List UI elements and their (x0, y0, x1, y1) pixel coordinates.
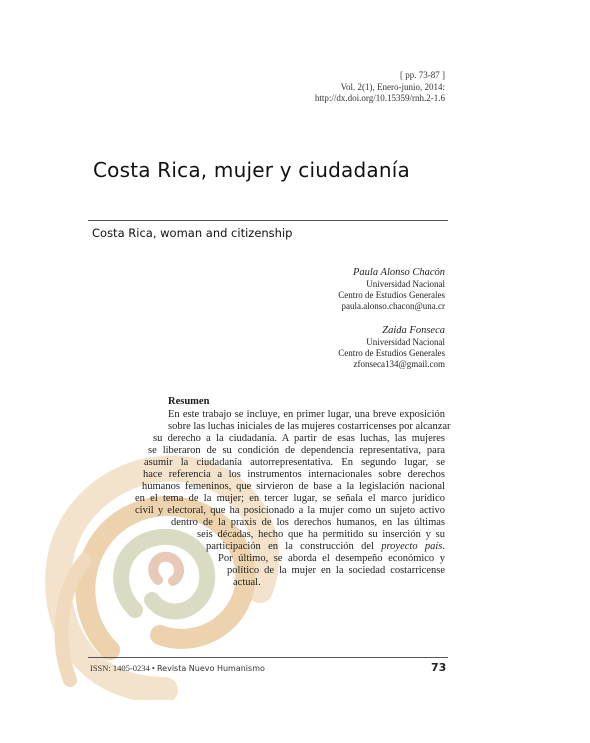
abstract-line: dentro de la praxis de los derechos humanos, en las últimas (171, 517, 445, 528)
footer-citation (90, 663, 265, 673)
issn-text: ISSN: 1405-0234 • (90, 663, 157, 673)
title-divider (88, 220, 448, 221)
abstract-line: participación en la construcción del proyecto país. (206, 541, 445, 552)
footer-divider (88, 657, 448, 658)
abstract-line: sobre las luchas iniciales de las mujeres costarricenses por alcanzar (168, 421, 451, 432)
author-email[interactable]: paula.alonso.chacon@una.cr (341, 301, 445, 311)
abstract-line: seis décadas, hecho que ha permitido su inserción y su (197, 529, 445, 540)
author-affiliation: Universidad Nacional (366, 337, 445, 347)
author-email[interactable]: zfonseca134@gmail.com (353, 359, 445, 369)
abstract-line: su derecho a la ciudadanía. A partir de esas luchas, las mujeres (153, 433, 445, 444)
author-name: Zaida Fonseca (382, 325, 445, 336)
abstract-line: hace referencia a los instrumentos internacionales sobre derechos (143, 469, 445, 480)
journal-name: Revista Nuevo Humanismo (156, 664, 265, 673)
author-affiliation: Universidad Nacional (366, 279, 445, 289)
abstract-line: se liberaron de su condición de dependencia representativa, para (148, 445, 445, 456)
author-name: Paula Alonso Chacón (353, 267, 445, 278)
abstract-line: político de la mujer en la sociedad costarricense (227, 565, 445, 576)
volume-info: Vol. 2(1), Enero-junio, 2014: (340, 81, 445, 92)
author-block-2 (338, 324, 445, 370)
abstract-heading: Resumen (168, 396, 210, 407)
doi-link[interactable]: http://dx.doi.org/10.15359/rnh.2-1.6 (314, 93, 445, 103)
abstract-line: actual. (233, 577, 261, 588)
abstract-line: civil y electoral, que ha posicionado a la mujer como un sujeto activo (135, 505, 445, 516)
abstract-line: asumir la ciudadanía autorrepresentativa. En segundo lugar, se (144, 457, 445, 468)
abstract-line: en el tema de la mujer; en tercer lugar, se señala el marco jurídico (135, 493, 445, 504)
article-metadata (315, 70, 445, 105)
author-block-1 (338, 266, 445, 312)
abstract-line: Por último, se aborda el desempeño económico y (218, 553, 445, 564)
page-range: [ pp. 73-87 ] (400, 70, 445, 80)
page-number: 73 (431, 661, 447, 674)
article-subtitle: Costa Rica, woman and citizenship (92, 226, 293, 240)
abstract-line: En este trabajo se incluye, en primer lugar, una breve exposición (168, 409, 445, 420)
abstract-line: humanos femeninos, que sirvieron de base a la legislación nacional (142, 481, 445, 492)
article-title: Costa Rica, mujer y ciudadanía (93, 158, 410, 182)
author-department: Centro de Estudios Generales (338, 348, 445, 358)
author-department: Centro de Estudios Generales (338, 290, 445, 300)
